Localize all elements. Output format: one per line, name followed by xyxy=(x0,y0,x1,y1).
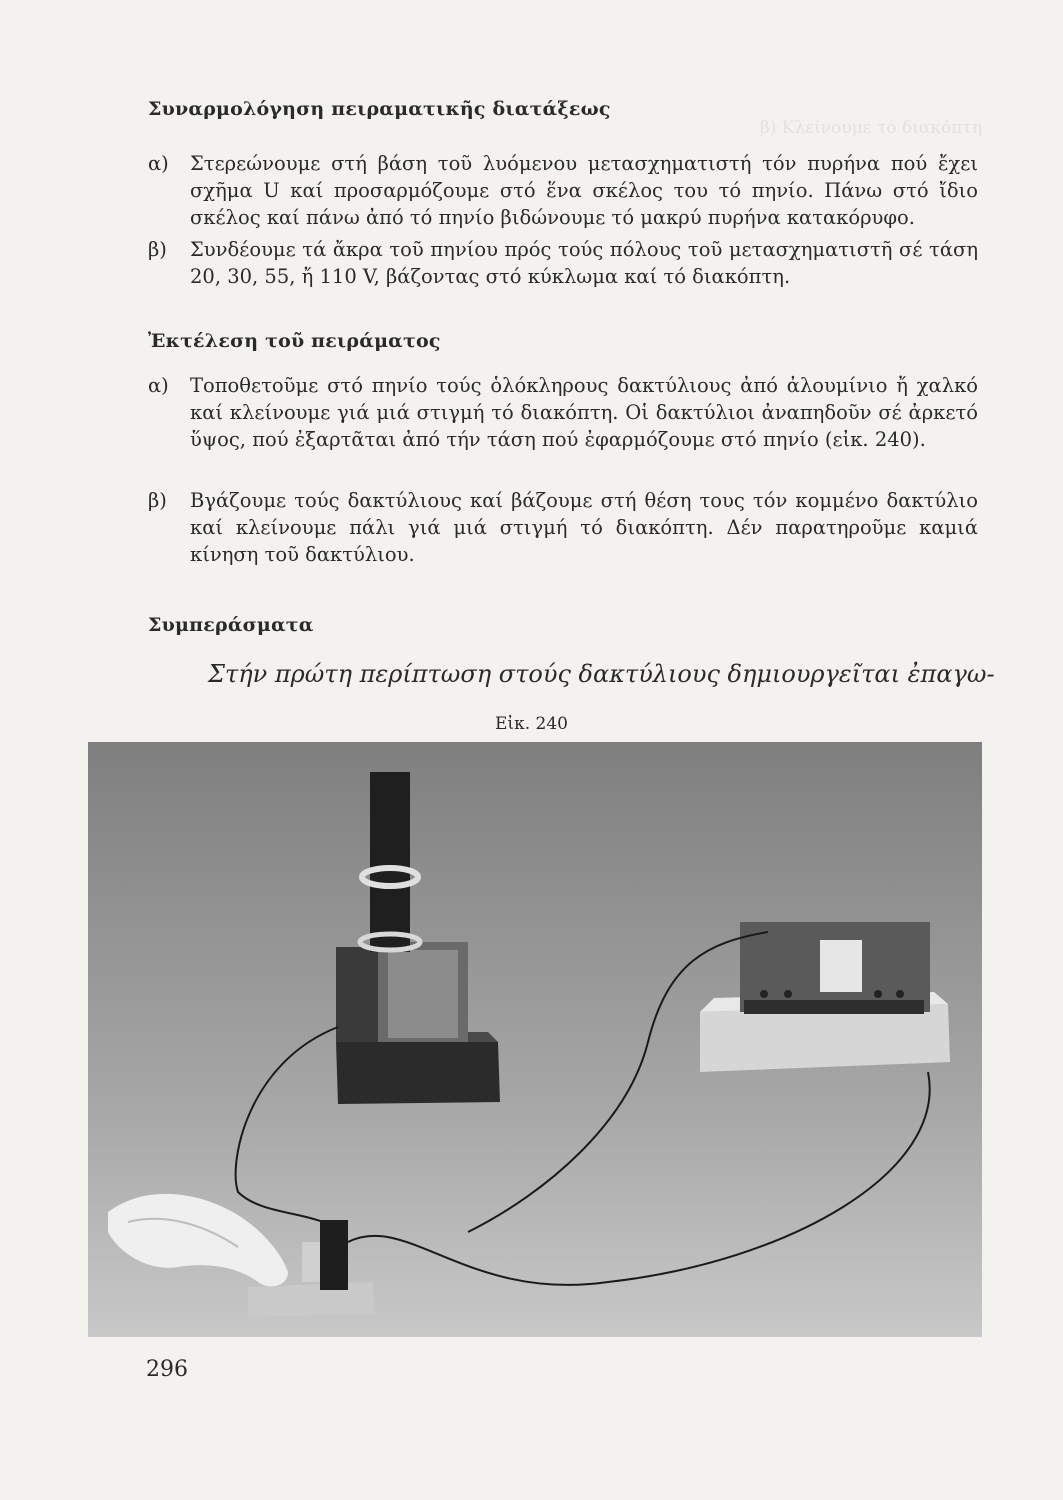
assembly-item-a xyxy=(148,150,978,231)
assembly-heading: Συναρμολόγηση πειραματικῆς διατάξεως xyxy=(148,98,611,120)
experiment-photo-illustration xyxy=(88,742,982,1337)
item-text: Τοποθετοῦμε στό πηνίο τούς ὁλόκληρους δακτύλιους ἀπό ἀλουμίνιο ἤ χαλκό καί κλείνουμε γιά μιά στιγμή τό διακόπτη. Οἱ δακτύλιοι ἀναπηδοῦν σέ ἀρκετό ὕψος, πού ἐξαρτᾶται ἀπό τήν τάση πού ἐφαρμόζουμε στό πηνίο (εἰκ. 240). xyxy=(190,374,978,451)
execution-item-a xyxy=(148,372,978,453)
item-text: Συνδέουμε τά ἄκρα τοῦ πηνίου πρός τούς πόλους τοῦ μετασχηματιστῆ σέ τάση 20, 30, 55, ἤ 110 V, βάζοντας στό κύκλωμα καί τό διακόπτη. xyxy=(190,238,978,288)
execution-item-b xyxy=(148,487,978,568)
item-text: Βγάζουμε τούς δακτύλιους καί βάζουμε στή θέση τους τόν κομμένο δακτύλιο καί κλείνουμε πάλι γιά μιά στιγμή τό διακόπτη. Δέν παρατηροῦμε καμιά κίνηση τοῦ δακτύλιου. xyxy=(190,489,978,566)
execution-heading: Ἐκτέλεση τοῦ πειράματος xyxy=(148,330,441,352)
page-number: 296 xyxy=(146,1357,188,1382)
item-label: β) xyxy=(148,238,167,261)
bleed-through-text: β) Κλείνουμε τό διακόπτη xyxy=(760,118,983,138)
item-text: Στερεώνουμε στή βάση τοῦ λυόμενου μετασχηματιστή τόν πυρήνα πού ἔχει σχῆμα U καί προσαρμόζουμε στό ἕνα σκέλος του τό πηνίο. Πάνω στό ἴδιο σκέλος καί πάνω ἀπό τό πηνίο βιδώνουμε τό μακρύ πυρήνα κατακόρυφο. xyxy=(190,152,978,229)
assembly-item-b xyxy=(148,236,978,290)
item-label: α) xyxy=(148,152,169,175)
handwritten-conclusion: Στήν πρώτη περίπτωση στούς δακτύλιους δημιουργεῖται ἐπαγω- xyxy=(208,660,995,688)
figure-caption: Εἰκ. 240 xyxy=(495,714,568,734)
item-label: β) xyxy=(148,489,167,512)
item-label: α) xyxy=(148,374,169,397)
experiment-photo xyxy=(88,742,982,1337)
conclusions-heading: Συμπεράσματα xyxy=(148,614,314,636)
